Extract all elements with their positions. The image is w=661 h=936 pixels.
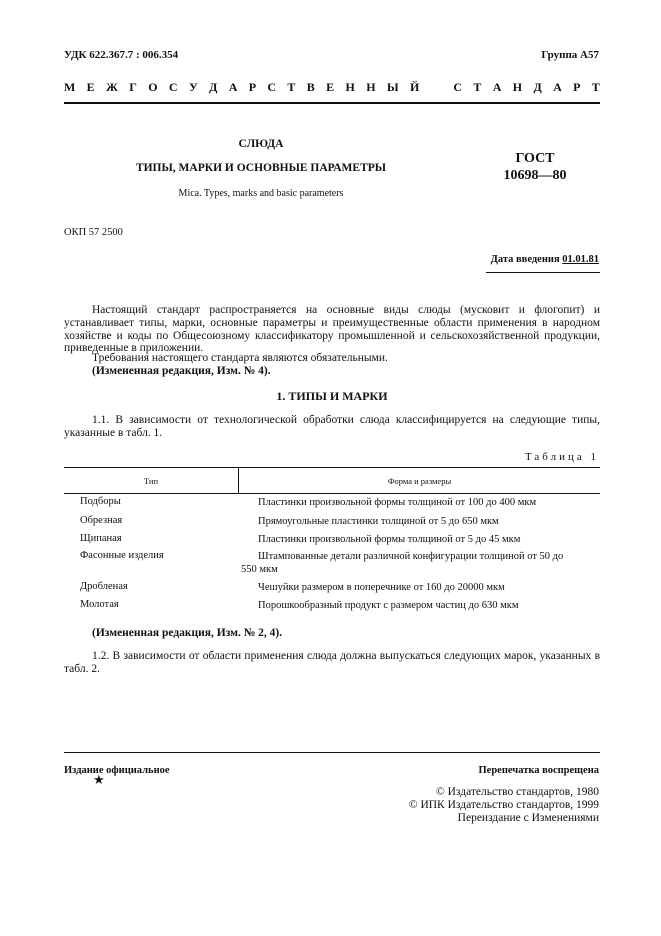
banner-letter: С (168, 80, 178, 94)
reprint-prohibited: Перепечатка воспрещена (478, 765, 599, 776)
intro-paragraph: Настоящий стандарт распространяется на основные виды слюды (мусковит и флогопит) и устанавливает типы, марки, основные параметры и преимущественные области применения в народном хозяйстве и коды по Общесоюзному классификатору промышленной и сельскохозяйственной продукции, приведенные в приложении. (64, 304, 600, 355)
header-rule (64, 102, 600, 104)
banner-letter: Р (573, 80, 581, 94)
table-row-form-continued: 550 мкм (241, 564, 278, 575)
banner-letter: Д (209, 80, 218, 94)
banner-letter: Н (512, 80, 523, 94)
table-row-type: Обрезная (80, 515, 123, 526)
group-code: Группа А57 (541, 49, 599, 61)
doc-subtitle: ТИПЫ, МАРКИ И ОСНОВНЫЕ ПАРАМЕТРЫ (135, 162, 387, 174)
udk-code: УДК 622.367.7 : 006.354 (64, 49, 179, 61)
banner-letter: Т (287, 80, 296, 94)
amendment-note-4: (Измененная редакция, Изм. № 4). (92, 365, 271, 377)
banner-letter: Г (129, 80, 137, 94)
banner-letter: Й (410, 80, 420, 94)
star-icon: ★ (93, 772, 105, 787)
banner-letter: Е (326, 80, 335, 94)
intro-date (491, 254, 599, 265)
banner-letter: С (267, 80, 277, 94)
copyright-1999: © ИПК Издательство стандартов, 1999 (408, 799, 599, 811)
section-heading: 1. ТИПЫ И МАРКИ (276, 389, 388, 403)
col-header-form: Форма и размеры (387, 476, 452, 486)
banner-letter: Р (248, 80, 257, 94)
banner-letter: Н (345, 80, 355, 94)
gost-designation (480, 150, 590, 184)
footer-rule (64, 752, 600, 753)
table-label: Таблица 1 (524, 451, 599, 463)
gost-label: ГОСТ (515, 151, 555, 166)
col-header-type: Тип (143, 476, 159, 486)
doc-english-title: Mica. Types, marks and basic parameters (178, 188, 344, 199)
banner-letter: А (492, 80, 502, 94)
banner-letter: Д (533, 80, 542, 94)
interstate-standard-banner (64, 80, 600, 95)
table-row-form: Штампованные детали различной конфигурации толщиной от 50 до (258, 551, 564, 562)
clause-1-1: 1.1. В зависимости от технологической обработки слюда классифицируется на следующие типы, указанные в табл. 1. (64, 414, 600, 439)
official-edition: Издание официальное (64, 765, 170, 776)
table-row-form: Прямоугольные пластинки толщиной от 5 до 650 мкм (258, 516, 499, 527)
reissue-note: Переиздание с Изменениями (457, 812, 599, 824)
intro-date-value: 01.01.81 (562, 254, 599, 265)
banner-letter: Е (86, 80, 95, 94)
copyright-1980: © Издательство стандартов, 1980 (435, 786, 599, 798)
banner-letter: М (64, 80, 76, 94)
table-row-type: Молотая (80, 599, 119, 610)
table-row-type: Подборы (80, 496, 121, 507)
banner-letter: У (188, 80, 198, 94)
mandatory-note: Требования настоящего стандарта являются обязательными. (92, 352, 388, 364)
banner-letter: Т (591, 80, 600, 94)
table-row-type: Фасонные изделия (80, 550, 164, 561)
banner-letter: В (306, 80, 315, 94)
banner-letter: А (228, 80, 238, 94)
table-header (64, 467, 600, 494)
table-row-form: Чешуйки размером в поперечнике от 160 до 20000 мкм (258, 582, 505, 593)
date-rule (486, 272, 600, 273)
doc-title: СЛЮДА (238, 138, 284, 150)
table-row-type: Дробленая (80, 581, 128, 592)
table-row-type: Щипаная (80, 533, 122, 544)
banner-letter: С (453, 80, 463, 94)
table-row-form: Пластинки произвольной формы толщиной от 100 до 400 мкм (258, 497, 537, 508)
amendment-note-2-4: (Измененная редакция, Изм. № 2, 4). (92, 627, 283, 639)
banner-letter: Ы (386, 80, 399, 94)
clause-1-2: 1.2. В зависимости от области применения слюда должна выпускаться следующих марок, указанных в табл. 2. (64, 650, 600, 675)
banner-letter: О (148, 80, 158, 94)
banner-letter: Н (366, 80, 376, 94)
banner-letter: Т (473, 80, 482, 94)
banner-letter: А (553, 80, 562, 94)
intro-date-label: Дата введения (490, 254, 560, 265)
table-row-form: Порошкообразный продукт с размером частиц до 630 мкм (258, 600, 519, 611)
okp-code: ОКП 57 2500 (64, 227, 123, 238)
banner-letter: Ж (106, 80, 118, 94)
table-row-form: Пластинки произвольной формы толщиной от 5 до 45 мкм (258, 534, 521, 545)
gost-number: 10698—80 (503, 168, 567, 183)
